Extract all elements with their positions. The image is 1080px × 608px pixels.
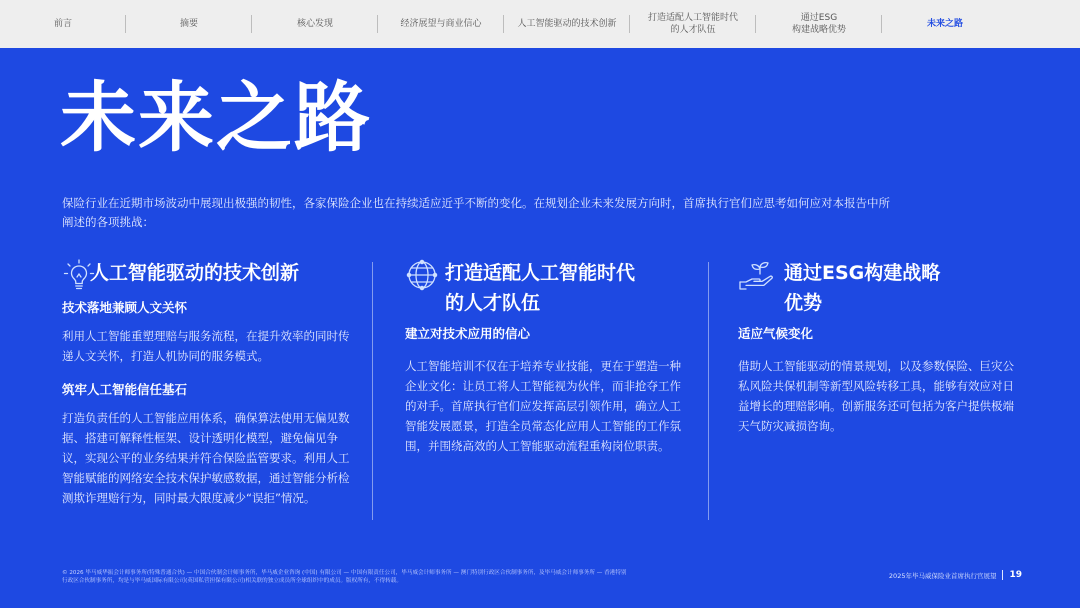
nav-tab-the-road-ahead[interactable] [882,0,1008,48]
column-title: 人工智能驱动的技术创新 [90,262,300,284]
column-header [405,258,685,318]
nav-tab-label: 前言 [53,19,72,29]
page-number: 19 [1009,570,1022,580]
column-divider [708,262,709,520]
column-title: 打造适配人工智能时代 的人才队伍 [445,262,636,314]
nav-tab-summary[interactable] [126,0,252,48]
section-text: 借助人工智能驱动的情景规划，以及参数保险、巨灾公私风险共保机制等新型风险转移工具，能够有效应对日益增长的理赔影响。创新服务还可包括为客户提供极端天气防灾减损咨询。 [738,359,1014,433]
nav-tab-label: 未来之路 [926,19,963,29]
intro-paragraph: 保险行业在近期市场波动中展现出极强的韧性，各家保险企业也在持续适应近乎不断的变化。在规划企业未来发展方向时，首席执行官们应思考如何应对本报告中所阐述的各项挑战： [62,195,890,229]
nav-tab-ai-talent[interactable] [630,0,756,48]
column-divider [372,262,373,520]
report-name: 2025年毕马威保险业首席执行官展望 [888,571,997,580]
top-navigation [0,0,1080,48]
section-text: 利用人工智能重塑理赔与服务流程，在提升效率的同时传递人文关怀，打造人机协同的服务模式。 [62,329,350,363]
column-ai-talent [405,258,685,456]
nav-tab-economic-outlook[interactable] [378,0,504,48]
column-header [738,258,1023,318]
section-heading: 适应气候变化 [738,326,814,341]
footer-report-info [889,570,1022,580]
section-heading: 建立对技术应用的信心 [405,326,531,341]
nav-tab-key-findings[interactable] [252,0,378,48]
nav-tab-label: 人工智能驱动的技术创新 [517,19,617,29]
nav-tab-label: 打造适配人工智能时代 的人才队伍 [647,13,738,35]
column-ai-innovation [62,258,352,508]
footer-copyright: © 2026 毕马威华振会计师事务所(特殊普通合伙) — 中国合伙制会计师事务所，毕马威企业咨询 (中国) 有限公司 — 中国有限责任公司，毕马威会计师事务所 — 澳门特别行政区合伙制事务所，及毕马威会计师事务所 — 香港特别行政区合伙制事务所，均是与毕马威国际有限公司(英国私营担保有限公司)相关联的独立成员所全球组织中的成员。版权所有，不得转载。 [62,570,627,584]
column-title: 通过ESG构建战略 优势 [784,262,941,314]
section-text: 人工智能培训不仅在于培养专业技能，更在于塑造一种企业文化：让员工将人工智能视为伙伴，而非抢夺工作的对手。首席执行官们应发挥高层引领作用，确立人工智能发展愿景，打造全员常态化应用人工智能的工作氛围，并围绕高效的人工智能驱动流程重构岗位职责。 [405,359,681,453]
nav-tab-label: 通过ESG 构建战略优势 [791,13,846,35]
section-heading: 筑牢人工智能信任基石 [62,382,188,397]
column-esg [738,258,1023,436]
hand-plant-icon [738,258,778,292]
globe-network-icon [405,258,439,292]
nav-tab-preface[interactable] [0,0,126,48]
nav-tab-label: 摘要 [179,19,198,29]
nav-tab-label: 核心发现 [296,19,333,29]
nav-tab-label: 经济展望与商业信心 [400,19,482,29]
section-heading: 技术落地兼顾人文关怀 [62,300,188,315]
section-text: 打造负责任的人工智能应用体系，确保算法使用无偏见数据、搭建可解释性框架、设计透明化模型，避免偏见争议，实现公平的业务结果并符合保险监管要求。利用人工智能赋能的网络安全技术保护敏感数据，通过智能分析检测欺诈理赔行为，同时最大限度减少“误拒”情况。 [62,411,350,505]
nav-tab-esg[interactable] [756,0,882,48]
nav-tab-ai-innovation[interactable] [504,0,630,48]
column-header [62,258,352,292]
page-title: 未来之路 [60,73,372,162]
footer-separator [1002,570,1003,580]
